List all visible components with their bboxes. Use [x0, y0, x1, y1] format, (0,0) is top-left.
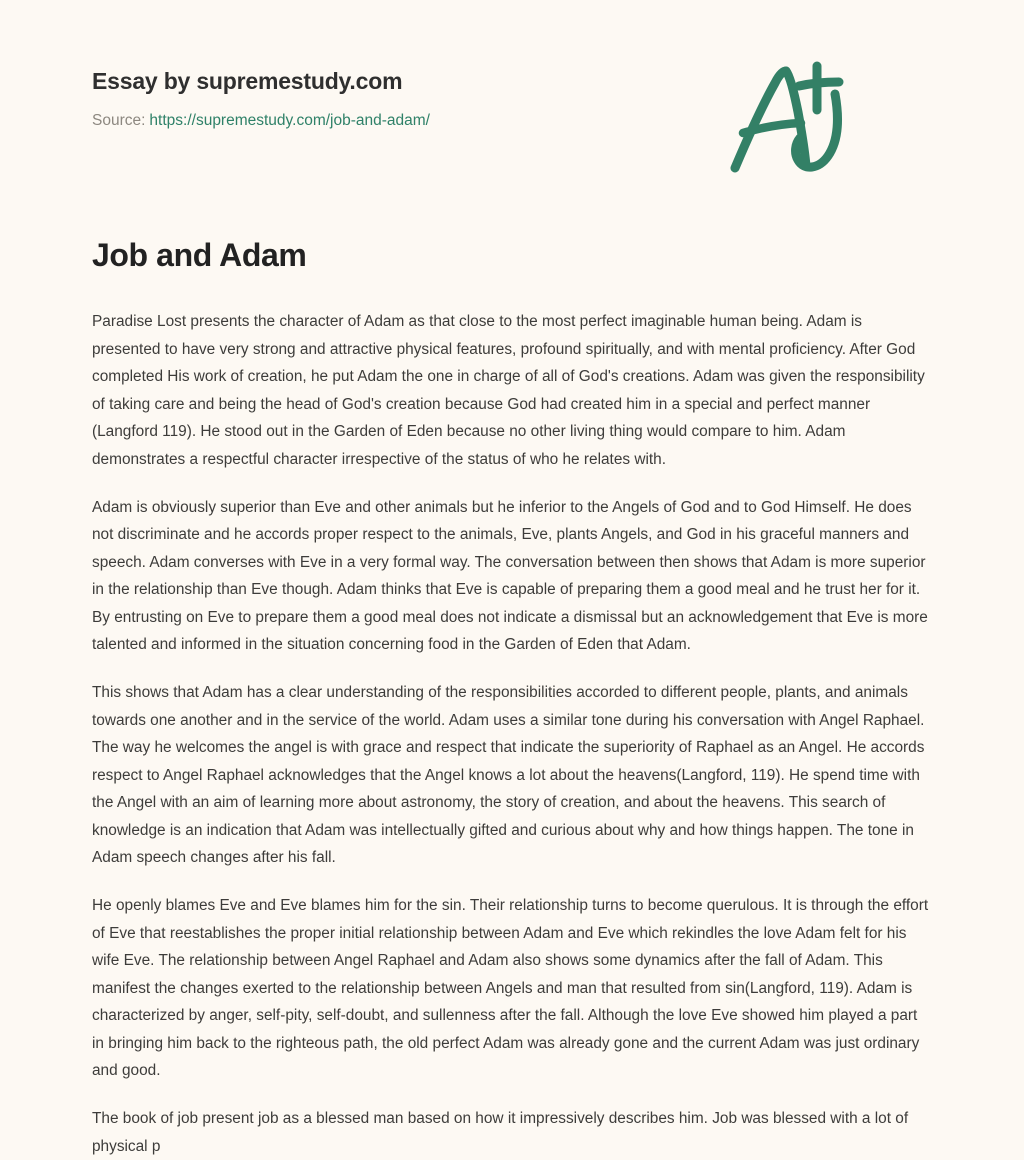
document-header [92, 0, 932, 150]
paragraph: This shows that Adam has a clear understanding of the responsibilities accorded to different people, plants, and animals towards one another and in the service of the world. Adam uses a similar tone during his conversation with Angel Raphael. The way he welcomes the angel is with grace and respect that indicate the superiority of Raphael as an Angel. He accords respect to Angel Raphael acknowledges that the Angel knows a lot about the heavens(Langford, 119). He spend time with the Angel with an aim of learning more about astronomy, the story of creation, and about the heavens. This search of knowledge is an indication that Adam was intellectually gifted and curious about why and how things happen. The tone in Adam speech changes after his fall. [92, 684, 925, 866]
source-label: Source: [92, 111, 146, 129]
paragraph: Paradise Lost presents the character of Adam as that close to the most perfect imaginable human being. Adam is presented to have very strong and attractive physical features, profound spiritually, and with mental proficiency. After God completed His work of creation, he put Adam the one in charge of all of God's creations. Adam was given the responsibility of taking care and being the head of God's creation because God had created him in a special and perfect manner (Langford 119). He stood out in the Garden of Eden because no other living thing would compare to him. Adam demonstrates a respectful character irrespective of the status of who he relates with. [92, 313, 925, 468]
page-title: Job and Adam [92, 237, 307, 273]
brand-title: Essay by supremestudy.com [92, 68, 403, 94]
a-plus-logo-icon [722, 58, 852, 178]
paragraph: Adam is obviously superior than Eve and other animals but he inferior to the Angels of God and to God Himself. He does not discriminate and he accords proper respect to the animals, Eve, plants Angels, and God in his graceful manners and speech. Adam converses with Eve in a very formal way. The conversation between then shows that Adam is more superior in the relationship than Eve though. Adam thinks that Eve is capable of preparing them a good meal and he trust her for it. By entrusting on Eve to prepare them a good meal does not indicate a dismissal but an acknowledgement that Eve is more talented and informed in the situation concerning food in the Garden of Eden that Adam. [92, 498, 928, 654]
paragraph: He openly blames Eve and Eve blames him for the sin. Their relationship turns to become querulous. It is through the effort of Eve that reestablishes the proper initial relationship between Adam and Eve which rekindles the love Adam felt for his wife Eve. The relationship between Angel Raphael and Adam also shows some dynamics after the fall of Adam. This manifest the changes exerted to the relationship between Angels and man that resulted from sin(Langford, 119). Adam is characterized by anger, self-pity, self-doubt, and sullenness after the fall. Although the love Eve showed him played a part in bringing him back to the righteous path, the old perfect Adam was already gone and the current Adam was just ordinary and good. [92, 897, 929, 1079]
source-url-link[interactable]: https://supremestudy.com/job-and-adam/ [149, 111, 430, 129]
paragraph: The book of job present job as a blessed man based on how it impressively describes him. Job was blessed with a lot of physical p [92, 1110, 909, 1155]
article-body [92, 308, 932, 1160]
article [92, 150, 932, 1160]
